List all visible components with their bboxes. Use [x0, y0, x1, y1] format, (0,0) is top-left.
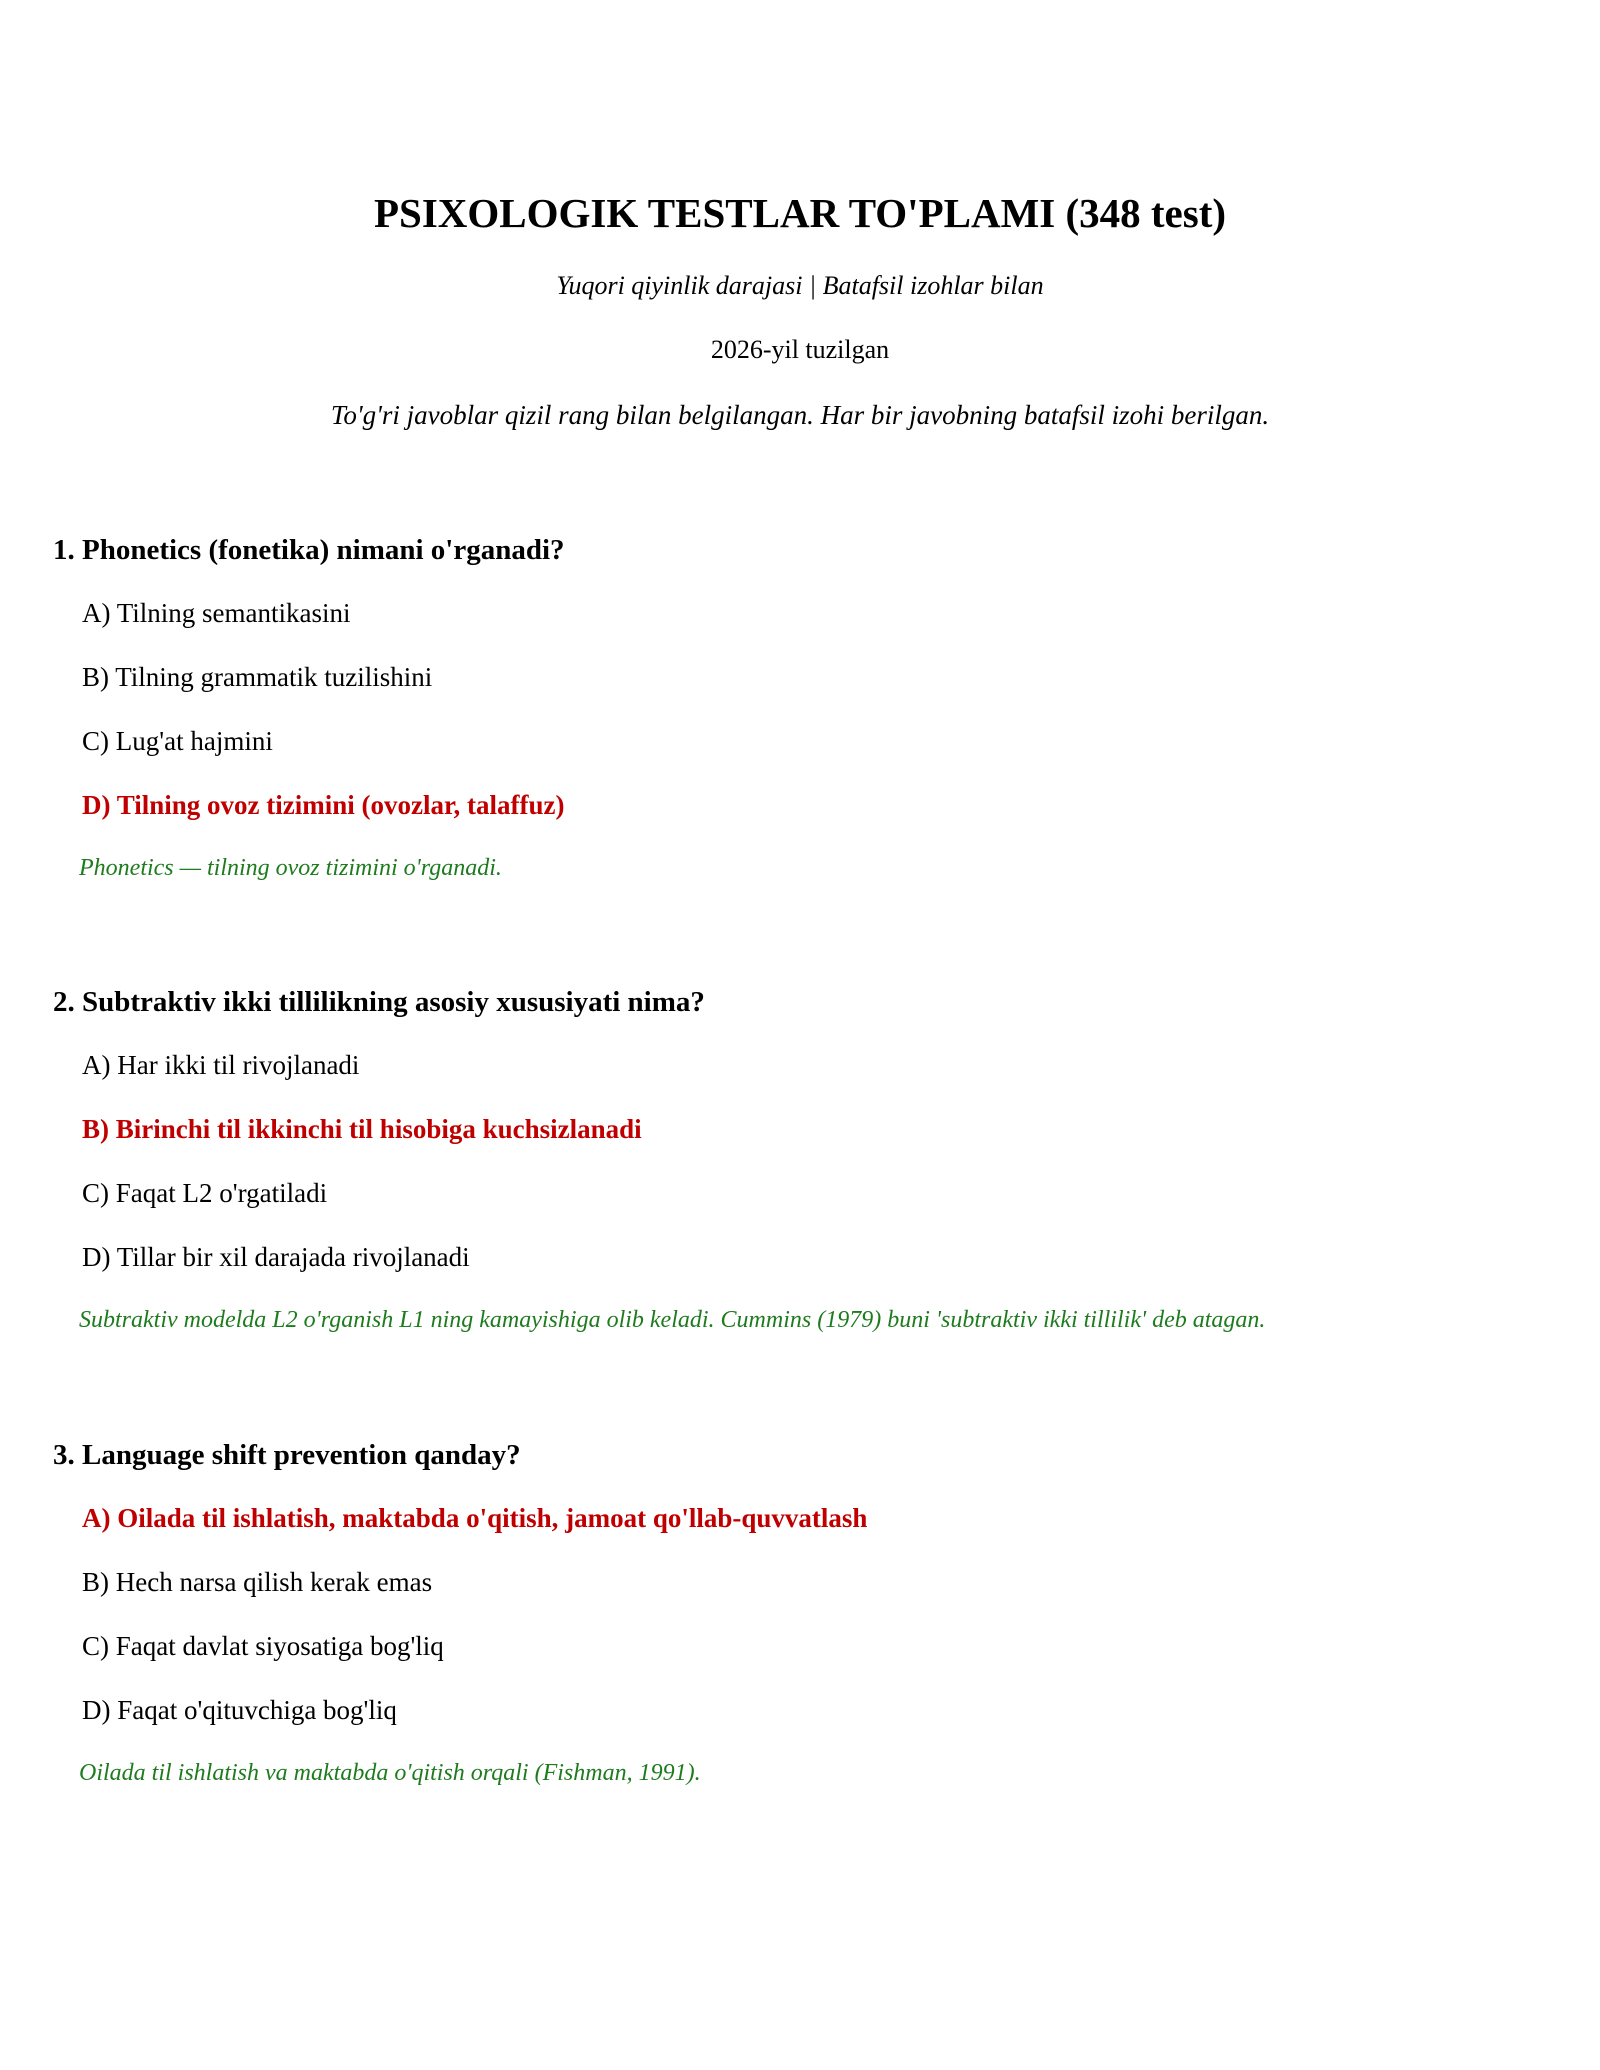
question-title: 1. Phonetics (fonetika) nimani o'rganadi? — [53, 534, 565, 566]
document-date: 2026-yil tuzilgan — [710, 335, 890, 364]
option-d: D) Tilning ovoz tizimini (ovozlar, talaffuz) — [82, 790, 565, 820]
option-b: B) Hech narsa qilish kerak emas — [82, 1567, 433, 1597]
option-b: B) Tilning grammatik tuzilishini — [82, 662, 433, 692]
explanation: Oilada til ishlatish va maktabda o'qitish orqali (Fishman, 1991). — [79, 1760, 701, 1786]
option-a: A) Tilning semantikasini — [82, 598, 351, 628]
option-c: C) Faqat L2 o'rgatiladi — [82, 1178, 328, 1208]
explanation: Subtraktiv modelda L2 o'rganish L1 ning kamayishiga olib keladi. Cummins (1979) buni 'subtraktiv ikki tillilik' deb atagan. — [79, 1307, 1266, 1333]
option-a: A) Har ikki til rivojlanadi — [82, 1050, 360, 1080]
option-d: D) Tillar bir xil darajada rivojlanadi — [82, 1242, 470, 1272]
question-title: 3. Language shift prevention qanday? — [53, 1439, 521, 1471]
option-d: D) Faqat o'qituvchiga bog'liq — [82, 1695, 397, 1725]
option-c: C) Faqat davlat siyosatiga bog'liq — [82, 1631, 444, 1661]
document-title: PSIXOLOGIK TESTLAR TO'PLAMI (348 test) — [373, 190, 1226, 236]
option-c: C) Lug'at hajmini — [82, 726, 273, 756]
question-title: 2. Subtraktiv ikki tillilikning asosiy xususiyati nima? — [53, 986, 705, 1018]
option-a: A) Oilada til ishlatish, maktabda o'qitish, jamoat qo'llab-quvvatlash — [82, 1503, 868, 1533]
explanation: Phonetics — tilning ovoz tizimini o'rganadi. — [79, 855, 502, 881]
option-b: B) Birinchi til ikkinchi til hisobiga kuchsizlanadi — [82, 1114, 642, 1144]
document-subtitle: Yuqori qiyinlik darajasi | Batafsil izohlar bilan — [556, 271, 1044, 300]
document-note: To'g'ri javoblar qizil rang bilan belgilangan. Har bir javobning batafsil izohi berilgan. — [330, 400, 1270, 430]
